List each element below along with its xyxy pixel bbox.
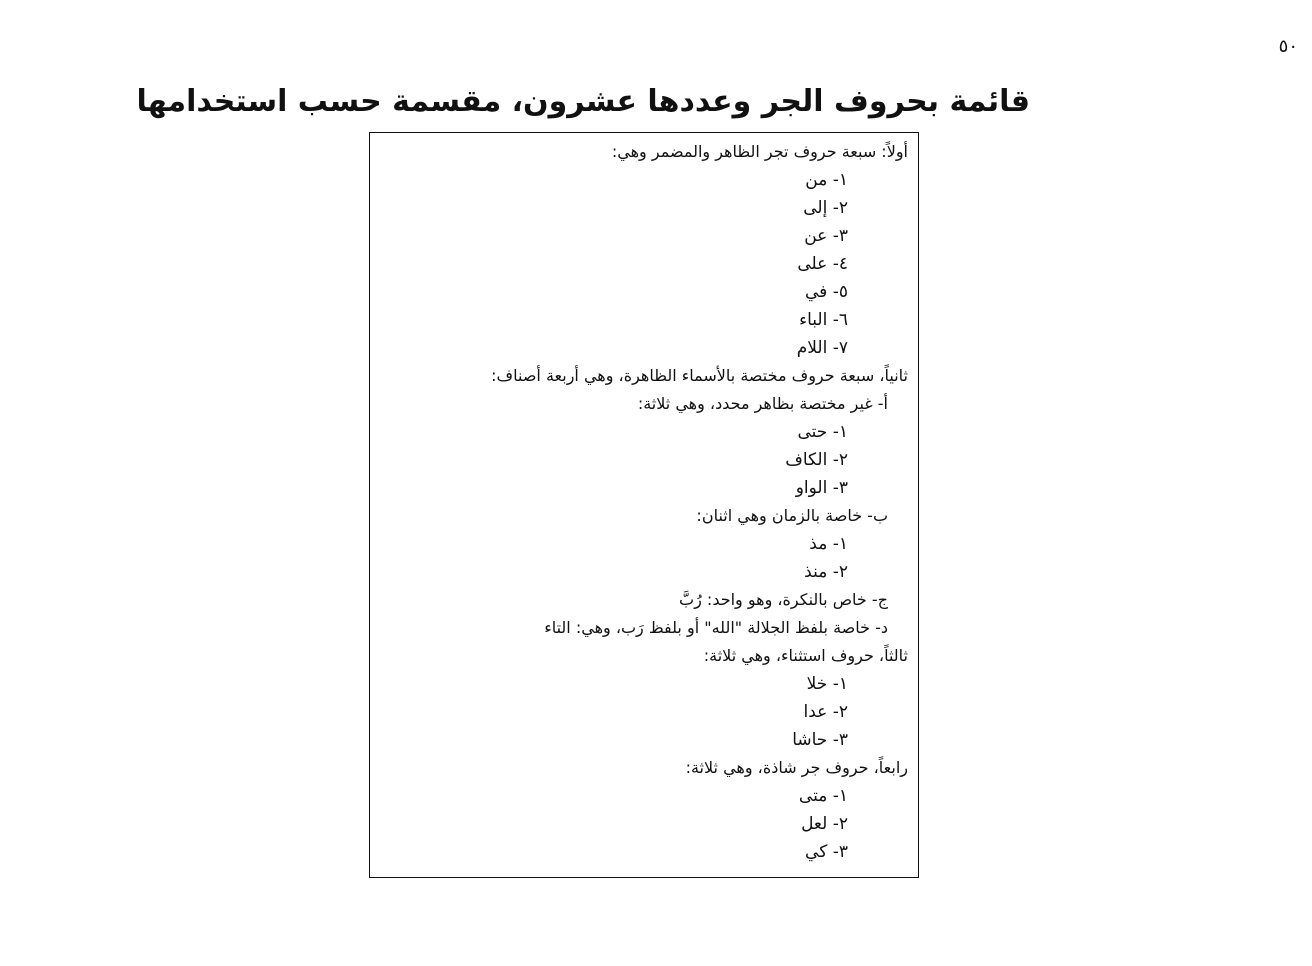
section-two-heading: ثانياً، سبعة حروف مختصة بالأسماء الظاهرة، وهي أربعة أصناف: xyxy=(491,366,908,385)
list-item: ٣- الواو xyxy=(795,478,848,498)
list-item: ٧- اللام xyxy=(796,338,848,358)
list-item: ٣- حاشا xyxy=(792,730,848,750)
list-item: ١- من xyxy=(805,170,848,190)
subsection-b-heading: ب- خاصة بالزمان وهي اثنان: xyxy=(696,506,888,525)
list-item: ٥- في xyxy=(805,282,848,302)
section-three-heading: ثالثاً، حروف استثناء، وهي ثلاثة: xyxy=(703,646,908,665)
list-item: ٣- عن xyxy=(804,226,848,246)
subsection-a-heading: أ- غير مختصة بظاهر محدد، وهي ثلاثة: xyxy=(637,394,888,413)
list-item: ٢- منذ xyxy=(804,562,848,582)
list-item: ٢- عدا xyxy=(803,702,848,722)
list-item: ٢- إلى xyxy=(803,198,848,218)
list-item: ٣- كي xyxy=(805,842,848,862)
list-item: ٤- على xyxy=(797,254,848,274)
list-item: ٢- لعل xyxy=(801,814,848,834)
page-number: ٥٠ xyxy=(1278,36,1298,57)
list-item: ١- متى xyxy=(798,786,848,806)
list-item: ١- حتى xyxy=(797,422,848,442)
section-one-heading: أولاً: سبعة حروف تجر الظاهر والمضمر وهي: xyxy=(611,142,908,161)
list-item: ٢- الكاف xyxy=(785,450,848,470)
section-four-heading: رابعاً، حروف جر شاذة، وهي ثلاثة: xyxy=(685,758,908,777)
subsection-d-heading: د- خاصة بلفظ الجلالة "الله" أو بلفظ رَب، وهي: التاء xyxy=(544,618,888,637)
prepositions-list-box xyxy=(369,132,919,878)
list-item: ٦- الباء xyxy=(799,310,848,330)
subsection-c-heading: ج- خاص بالنكرة، وهو واحد: رُبَّ xyxy=(679,590,888,609)
page-title: قائمة بحروف الجر وعددها عشرون، مقسمة حسب استخدامها xyxy=(136,84,1030,119)
list-item: ١- خلا xyxy=(806,674,848,694)
list-item: ١- مذ xyxy=(809,534,848,554)
